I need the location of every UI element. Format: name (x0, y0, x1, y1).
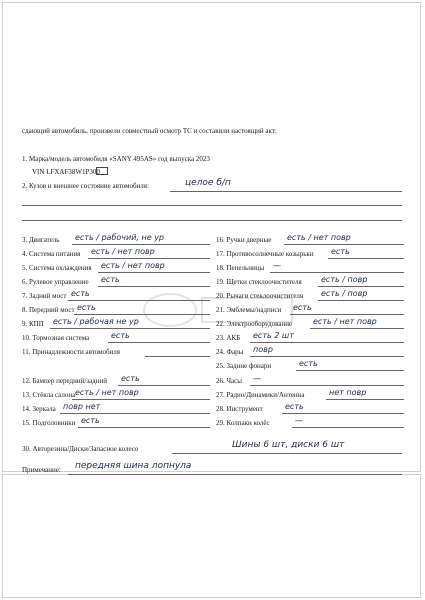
checklist-label: 14. Зеркала (22, 405, 56, 413)
checklist-label: 16. Ручки дверные (216, 236, 272, 244)
checklist-line (250, 385, 404, 386)
item30-value: Шины 6 шт, диски 6 шт (232, 440, 345, 450)
checklist-line (68, 300, 210, 301)
checklist-value: есть (77, 303, 96, 312)
checklist-line (310, 328, 404, 329)
checklist-label: 17. Противосолнечные козырьки (216, 250, 314, 258)
vehicle-vin: VIN LFXAF38W1P300 (32, 168, 100, 176)
checklist-line (98, 286, 210, 287)
checklist-label: 23. АКБ (216, 334, 241, 342)
checklist-value: есть (101, 275, 120, 284)
checklist-value: повр нет (63, 402, 101, 411)
checklist-line (118, 385, 210, 386)
checklist-label: 12. Бампер передний/задний (22, 377, 107, 385)
checklist-line (284, 244, 404, 245)
checklist-value: есть (81, 416, 100, 425)
vin-box (96, 167, 108, 175)
checklist-label: 3. Двигатель (22, 236, 60, 244)
item30-line (172, 453, 402, 454)
checklist-label: 13. Стёкла салона (22, 391, 76, 399)
checklist-label: 20. Рычаги стеклоочистителя (216, 292, 304, 300)
checklist-line (74, 314, 210, 315)
checklist-line (290, 314, 404, 315)
checklist-value: есть (121, 374, 140, 383)
checklist-line (318, 286, 404, 287)
checklist-line (318, 300, 404, 301)
checklist-line (72, 399, 210, 400)
note-value: передняя шина лопнула (75, 461, 192, 471)
checklist-value: есть / нет повр (75, 388, 139, 397)
checklist-label: 18. Пепельницы (216, 264, 265, 272)
checklist-value: есть (285, 402, 304, 411)
checklist-value: нет повр (329, 388, 367, 397)
checklist-label: 9. КПП (22, 320, 44, 328)
body-condition-value: целое б/п (185, 178, 231, 188)
checklist-label: 6. Рулевое управление (22, 278, 89, 286)
checklist-line (50, 328, 210, 329)
checklist-label: 27. Радио/Динамики/Антенна (216, 391, 305, 399)
checklist-value: есть (293, 303, 312, 312)
intro-text: сдающий автомобиль, произвели совместный осмотр ТС и составили настоящий акт: (22, 127, 277, 135)
checklist-line (145, 356, 210, 357)
checklist-label: 26. Часы (216, 377, 242, 385)
body-extra-line-2 (22, 220, 402, 221)
note-label: Примечание: (22, 466, 61, 474)
checklist-label: 25. Задние фонари (216, 362, 272, 370)
checklist-label: 21. Эмблемы/надписи (216, 306, 282, 314)
checklist-line (72, 244, 210, 245)
checklist-value: есть 2 шт (253, 331, 294, 340)
checklist-value: есть (299, 359, 318, 368)
checklist-value: есть (331, 247, 350, 256)
checklist-line (98, 272, 210, 273)
checklist-line (60, 413, 210, 414)
checklist-value: — (295, 416, 303, 425)
checklist-value: есть / нет повр (91, 247, 155, 256)
checklist-label: 15. Подголовники (22, 419, 76, 427)
checklist-line (270, 272, 404, 273)
checklist-value: есть / рабочий, не ур (75, 233, 165, 242)
checklist-value: повр (253, 345, 273, 354)
body-extra-line-1 (22, 205, 402, 206)
checklist-value: есть / повр (321, 275, 368, 284)
checklist-line (108, 342, 210, 343)
checklist-value: есть / нет повр (101, 261, 165, 270)
note-line (68, 474, 402, 475)
checklist-line (88, 258, 210, 259)
checklist-value: — (273, 261, 281, 270)
body-condition-label: 2. Кузов и внешнее состояние автомобиля: (22, 182, 149, 190)
vehicle-model: 1. Марка/модель автомобиля «SANY 495AS» год выпуска 2023 (22, 155, 210, 163)
checklist-label: 10. Тормозная система (22, 334, 90, 342)
checklist-line (296, 370, 404, 371)
checklist-line (250, 342, 404, 343)
checklist-line (250, 356, 404, 357)
checklist-label: 11. Принадлежности автомобиля (22, 348, 120, 356)
checklist-value: есть / повр (321, 289, 368, 298)
checklist-line (78, 427, 210, 428)
checklist-label: 8. Передний мост (22, 306, 75, 314)
checklist-label: 4. Система питания (22, 250, 81, 258)
checklist-line (326, 399, 404, 400)
checklist-label: 24. Фары (216, 348, 244, 356)
checklist-label: 28. Инструмент (216, 405, 263, 413)
body-condition-line (170, 191, 402, 192)
checklist-value: есть (111, 331, 130, 340)
checklist-value: — (253, 374, 261, 383)
checklist-line (282, 413, 404, 414)
checklist-value: есть / рабочая не ур (53, 317, 139, 326)
checklist-label: 5. Система охлаждения (22, 264, 92, 272)
checklist-line (292, 427, 404, 428)
checklist-value: есть (71, 289, 90, 298)
page-frame-bottom (2, 474, 421, 598)
checklist-value: есть / нет повр (313, 317, 377, 326)
checklist-label: 29. Колпаки колёс (216, 419, 270, 427)
checklist-line (328, 258, 404, 259)
checklist-label: 22. Электрооборудование (216, 320, 293, 328)
checklist-label: 19. Щетки стеклоочистителя (216, 278, 302, 286)
checklist-value: есть / нет повр (287, 233, 351, 242)
checklist-label: 7. Задний мост (22, 292, 67, 300)
item30-label: 30. Авторезина/Диски/Запасное колесо (22, 445, 139, 453)
